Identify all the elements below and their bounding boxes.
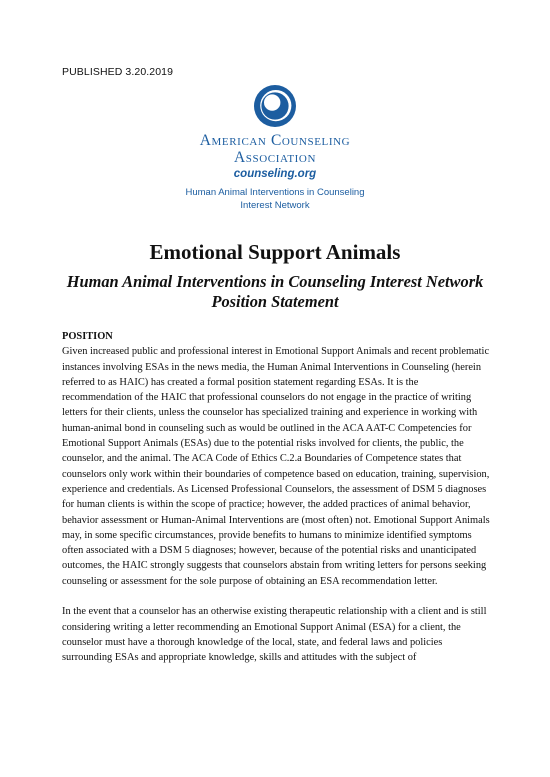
document-body — [62, 329, 490, 666]
org-url: counseling.org — [233, 168, 317, 180]
network-name-line1: Human Animal Interventions in Counseling — [185, 187, 365, 198]
org-name-line2: Association — [234, 149, 316, 166]
org-name-line1: American Counseling — [199, 132, 351, 149]
published-date: PUBLISHED 3.20.2019 — [62, 66, 174, 78]
section-heading: POSITION — [62, 331, 113, 342]
document-subtitle — [40, 272, 510, 312]
aca-ring-logo-icon — [251, 82, 299, 130]
document-title: Emotional Support Animals — [149, 240, 401, 264]
aca-logo — [150, 82, 400, 212]
body-paragraph-2: In the event that a counselor has an otherwise existing therapeutic relationship with a client and is still considering writing a letter recommending an Emotional Support Animal (ESA) for a client, the counselor must have a thorough knowledge of the local, state, and federal laws and policies surrounding ESAs and appropriate knowledge, skills and attitudes with the subject of — [62, 606, 487, 664]
network-name-line2: Interest Network — [240, 200, 310, 211]
body-paragraph-1: Given increased public and professional interest in Emotional Support Animals and recent problematic instances involving ESAs in the news media, the Human Animal Interventions in Counseling (herein referred to as HAIC) has created a formal position statement regarding ESAs. It is the recommendation of the HAIC that professional counselors do not engage in the practice of writing letters for their clients, unless the counselor has specialized training and experience in working with human-animal bond in counseling such as would be outlined in the ACA AAT-C Competencies for Emotional Support Animals (ESAs) due to the potential risks involved for clients, the public, the counselor, and the animal. The ACA Code of Ethics C.2.a Boundaries of Competence states that counselors only work within their boundaries of competence based on education, training, supervision, experience and credentials. As Licensed Professional Counselors, the assessment of DSM 5 diagnoses for human clients is within the scope of practice; however, the added practices of animal behavior, behavior assessment or Human-Animal Interventions are (most often) not. Emotional Support Animals may, in some specific circumstances, provide benefits to humans to minimize identified symptoms often associated with a DSM 5 diagnoses; however, because of the potential risks and unanticipated outcomes, the HAIC strongly suggests that counselors abstain from writing letters for persons seeking counseling or assessment for the sole purpose of obtaining an ESA recommendation letter. — [62, 346, 490, 587]
subtitle-line1: Human Animal Interventions in Counseling Interest Network — [66, 272, 484, 291]
subtitle-line2: Position Statement — [211, 292, 339, 311]
